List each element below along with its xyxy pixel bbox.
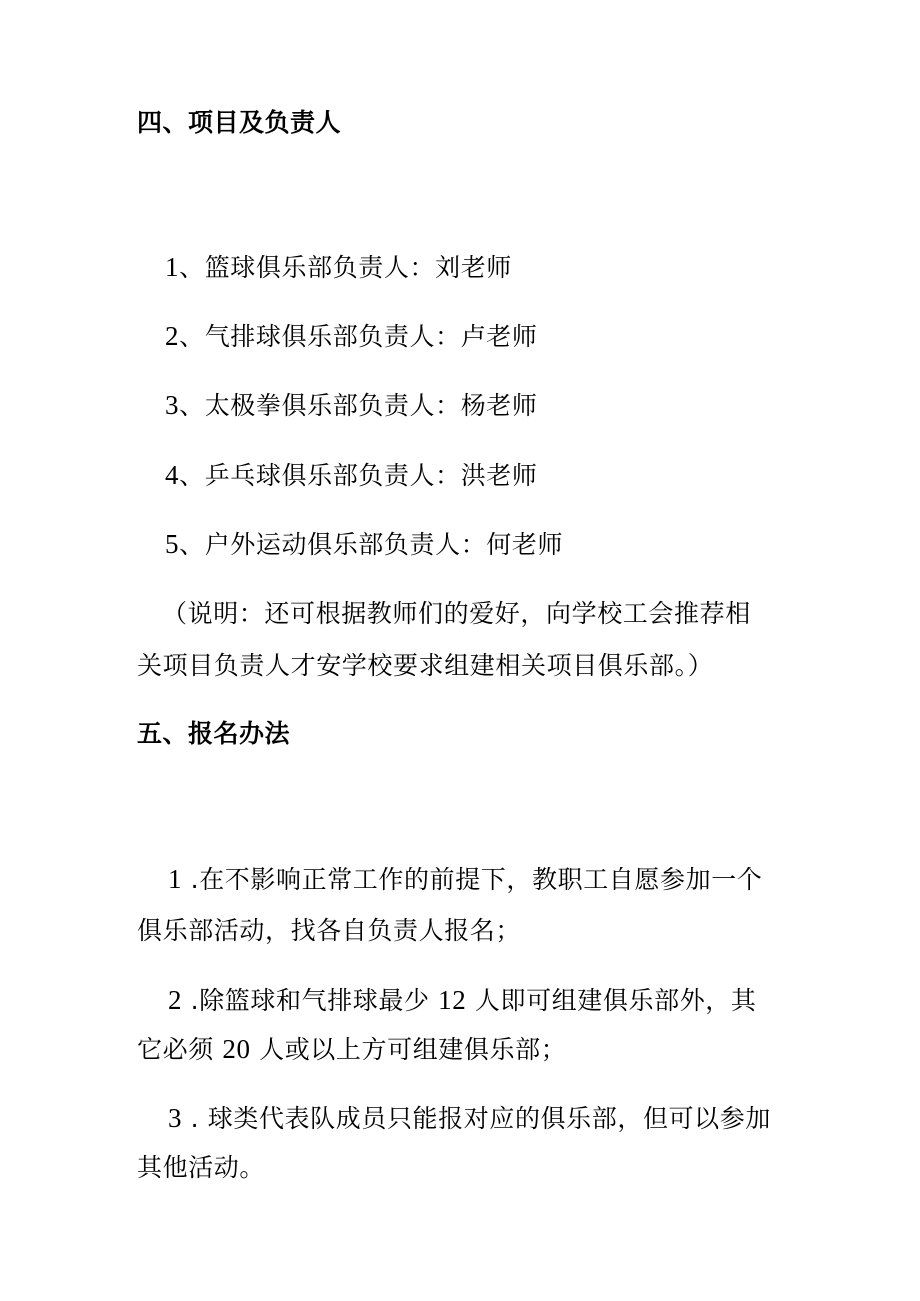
note-line: （说明：还可根据教师们的爱好，向学校工会推荐相 xyxy=(162,599,751,628)
rule-number: 2 xyxy=(168,985,183,1015)
item-text: 、篮球俱乐部负责人：刘老师 xyxy=(179,253,512,282)
item-text: 、户外运动俱乐部负责人：何老师 xyxy=(179,530,564,559)
rule-count: 20 xyxy=(222,1034,251,1064)
rule-2-line-1 xyxy=(168,985,757,1016)
list-item xyxy=(165,390,538,421)
rule-1-line-1 xyxy=(168,864,762,895)
rule-3-line-2: 其他活动。 xyxy=(137,1153,266,1182)
rule-number: 3 xyxy=(168,1103,183,1133)
item-number: 4 xyxy=(165,460,180,490)
section-4-heading: 四、项目及负责人 xyxy=(137,108,342,137)
rule-number: 1 xyxy=(168,864,183,894)
item-number: 1 xyxy=(165,252,180,282)
list-item xyxy=(165,529,563,560)
rule-text: . 球类代表队成员只能报对应的俱乐部，但可以参加 xyxy=(182,1104,771,1133)
item-text: 、乒乓球俱乐部负责人：洪老师 xyxy=(179,461,538,490)
section-5-heading: 五、报名办法 xyxy=(137,719,291,748)
list-item xyxy=(165,460,538,491)
item-number: 2 xyxy=(165,321,180,351)
rule-3-line-1 xyxy=(168,1103,771,1134)
rule-2-line-2 xyxy=(137,1034,566,1065)
rule-text: .除篮球和气排球最少 xyxy=(182,986,439,1015)
rule-count: 12 xyxy=(438,985,467,1015)
list-item xyxy=(165,252,512,283)
rule-text: .在不影响正常工作的前提下，教职工自愿参加一个 xyxy=(182,865,763,894)
rule-1-line-2: 俱乐部活动，找各自负责人报名； xyxy=(137,916,522,945)
rule-text: 人或以上方可组建俱乐部； xyxy=(250,1035,567,1064)
rule-text: 人即可组建俱乐部外，其 xyxy=(466,986,757,1015)
rule-text: 它必须 xyxy=(137,1035,223,1064)
item-number: 3 xyxy=(165,390,180,420)
note-line: 关项目负责人才安学校要求组建相关项目俱乐部。） xyxy=(137,651,714,680)
list-item xyxy=(165,321,538,352)
item-text: 、太极拳俱乐部负责人：杨老师 xyxy=(179,391,538,420)
item-number: 5 xyxy=(165,529,180,559)
item-text: 、气排球俱乐部负责人：卢老师 xyxy=(179,322,538,351)
